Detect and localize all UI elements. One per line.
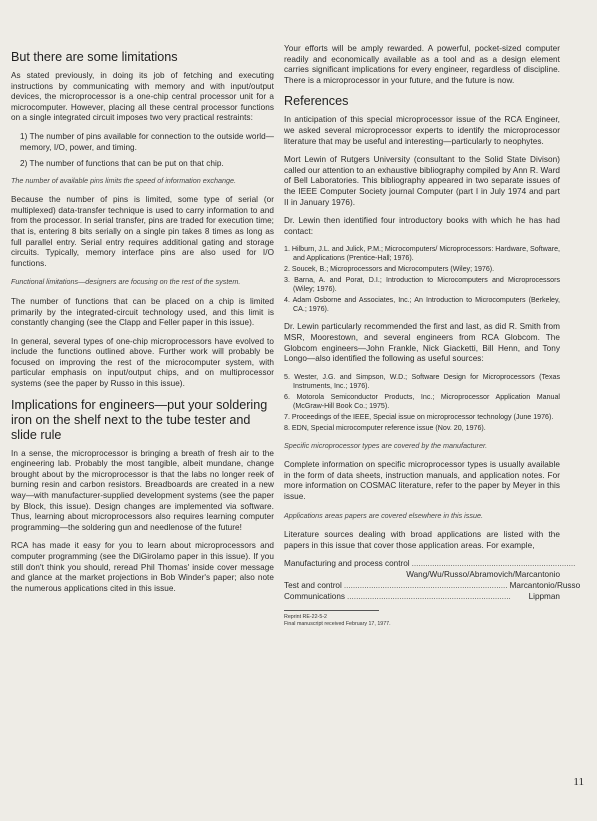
reference-item: 8. EDN, Special microcomputer reference issue (Nov. 20, 1976).	[284, 423, 486, 432]
paragraph: As stated previously, in doing its job of fetching and executing instructions by communicating with memory and with input/output devices, the microprocessor is a one-chip central processor unit for a microcomputer. However, placing all these central processor functions on a single integrated circuit imposes two very practical restraints:	[11, 71, 274, 123]
page-number: 11	[573, 776, 584, 788]
italic-subhead: The number of available pins limits the speed of information exchange.	[11, 175, 236, 185]
reference-item: 4. Adam Osborne and Associates, Inc.; An Introduction to Microcomputers (Berkeley, CA.; 1976).	[284, 296, 560, 314]
list-item: 2) The number of functions that can be put on that chip.	[20, 159, 224, 169]
divider	[284, 610, 379, 611]
left-column	[11, 44, 274, 602]
paragraph: In anticipation of this special microprocessor issue of the RCA Engineer, we asked several microprocessor experts to identify the microprocessor literature that may be useful and interesting—particularly to neophytes.	[284, 115, 560, 146]
credit-value: Marcantonio/Russo	[509, 580, 581, 590]
paragraph: Because the number of pins is limited, some type of serial (or multiplexed) data-transfer technique is used to carry information to and from the processor. In serial transfer, pins are traded for execution time; that is, entering 8 bits serially on a single pin takes 8 times as long as full parallel entry. Serial entry requires additional gating and storage circuits. Typically, memory interface pins are also used for I/O functions.	[11, 195, 274, 268]
section-heading-references: References	[284, 94, 349, 109]
credit-label: Manufacturing and process control	[284, 559, 410, 569]
reference-item: 6. Motorola Semiconductor Products, Inc.; Microprocessor Application Manual (McGraw-Hill Book Co.; 1975).	[284, 392, 560, 410]
leader-dots: ........................................................................	[411, 559, 576, 569]
credit-value: Lippman	[528, 591, 560, 601]
paragraph: In a sense, the microprocessor is bringing a breath of fresh air to the engineering lab. Probably the most tangible, albeit mundane, change brought about by the microprocessor is that the labs no longer reek of burning resin and carbon resistors. Breadboards are created in a new way—with manufacturer-supplied development systems (see the paper by Block, this issue). Design changes are implemented via software. Thus, learning about microprocessors also requires learning computer programming—the soldering gun and needlenose of the future!	[11, 448, 274, 532]
section-heading-limitations: But there are some limitations	[11, 50, 178, 64]
italic-subhead: Functional limitations—designers are focusing on the rest of the system.	[11, 277, 241, 287]
section-heading-implications: Implications for engineers—put your soldering iron on the shelf next to the tube tester and slide rule	[11, 397, 268, 442]
paragraph: Dr. Lewin particularly recommended the first and last, as did R. Smith from MSR, Moorestown, and several engineers from RCA Globcom. The Globcom engineers—John Frankle, Nick Giacketti, Bill Henn, and Tony Longo—also identified the following as useful sources:	[284, 322, 560, 364]
italic-subhead: Applications areas papers are covered elsewhere in this issue.	[284, 510, 483, 520]
paragraph: Dr. Lewin then identified four introductory books with which he has had contact:	[284, 216, 560, 236]
paragraph: Your efforts will be amply rewarded. A powerful, pocket-sized computer readily and economically available as a tool and as a design element carries significant implications for every engineer, regardless of discipline. There is a microprocessor in your future, and the future is now.	[284, 44, 560, 85]
paragraph: RCA has made it easy for you to learn about microprocessors and computer programming (see the DiGirolamo paper in this issue). If you still don't think you should, reread Phil Thomas' inside cover message and glance at the market projections in Bob Winder's paper; also note the numerous applications cited in this issue.	[11, 541, 274, 593]
paragraph: Complete information on specific microprocessor types is usually available in the form of data sheets, instruction manuals, and application notes. For more information on COSMAC literature, refer to the paper by Meyer in this issue.	[284, 460, 560, 501]
right-column	[284, 44, 581, 628]
reference-item: 5. Wester, J.G. and Simpson, W.D.; Software Design for Microprocessors (Texas Instruments, Inc.; 1976).	[284, 372, 560, 390]
reprint-note: Reprint RE-22-5-2	[284, 614, 327, 621]
paragraph: Mort Lewin of Rutgers University (consultant to the Solid State Divison) called our attention to an exhaustive bibliography compiled by Ann R. Ward of Bell Laboratories. This bibliography appeared in two separate issues of the IEEE Computer Society journal Computer (part I in July 1974 and part II in January 1976).	[284, 155, 560, 207]
reference-list	[284, 373, 560, 433]
paragraph: Literature sources dealing with broad applications are listed with the papers in this issue that cover those application areas. For example,	[284, 530, 560, 550]
leader-dots: ........................................................................	[343, 580, 508, 590]
reference-item: 3. Barna, A. and Porat, D.I.; Introduction to Microcomputers and Microprocessors (Wiley; 1976).	[284, 276, 560, 294]
credit-row	[284, 592, 560, 603]
credit-row	[284, 580, 581, 592]
reference-list	[284, 245, 560, 314]
reference-item: 1. Hilburn, J.L. and Julick, P.M.; Microcomputers/ Microprocessors: Hardware, Software, and Applications (Prentice-Hall; 1976).	[284, 245, 560, 263]
reference-item: 7. Proceedings of the IEEE, Special issue on microprocessor technology (June 1976).	[284, 412, 554, 421]
paragraph: In general, several types of one-chip microprocessors have evolved to include the functions outlined above. Further work will probably be focused on improving the rest of the microcomputer system, with particular emphasis on input/output chips, and on multiprocessor systems (see the paper by Russo in this issue).	[11, 336, 274, 389]
italic-subhead: Specific microprocessor types are covered by the manufacturer.	[284, 440, 488, 450]
reference-item: 2. Soucek, B.; Microprocessors and Microcomputers (Wiley; 1976).	[284, 265, 495, 274]
credit-row	[284, 559, 576, 570]
credit-label: Communications	[284, 591, 345, 601]
leader-dots: ........................................................................	[346, 591, 511, 601]
manuscript-note: Final manuscript received February 17, 1977.	[284, 621, 391, 628]
paragraph: The number of functions that can be placed on a chip is limited primarily by the integrated-circuit technology used, and this limit is constantly changing (see the Clapp and Feller paper in this issue).	[11, 296, 274, 328]
credit-label: Test and control	[284, 580, 342, 590]
credit-value: Wang/Wu/Russo/Abramovich/Marcantonio	[406, 570, 560, 580]
list-item: 1) The number of pins available for connection to the outside world—memory, I/O, power, and timing.	[20, 131, 274, 152]
